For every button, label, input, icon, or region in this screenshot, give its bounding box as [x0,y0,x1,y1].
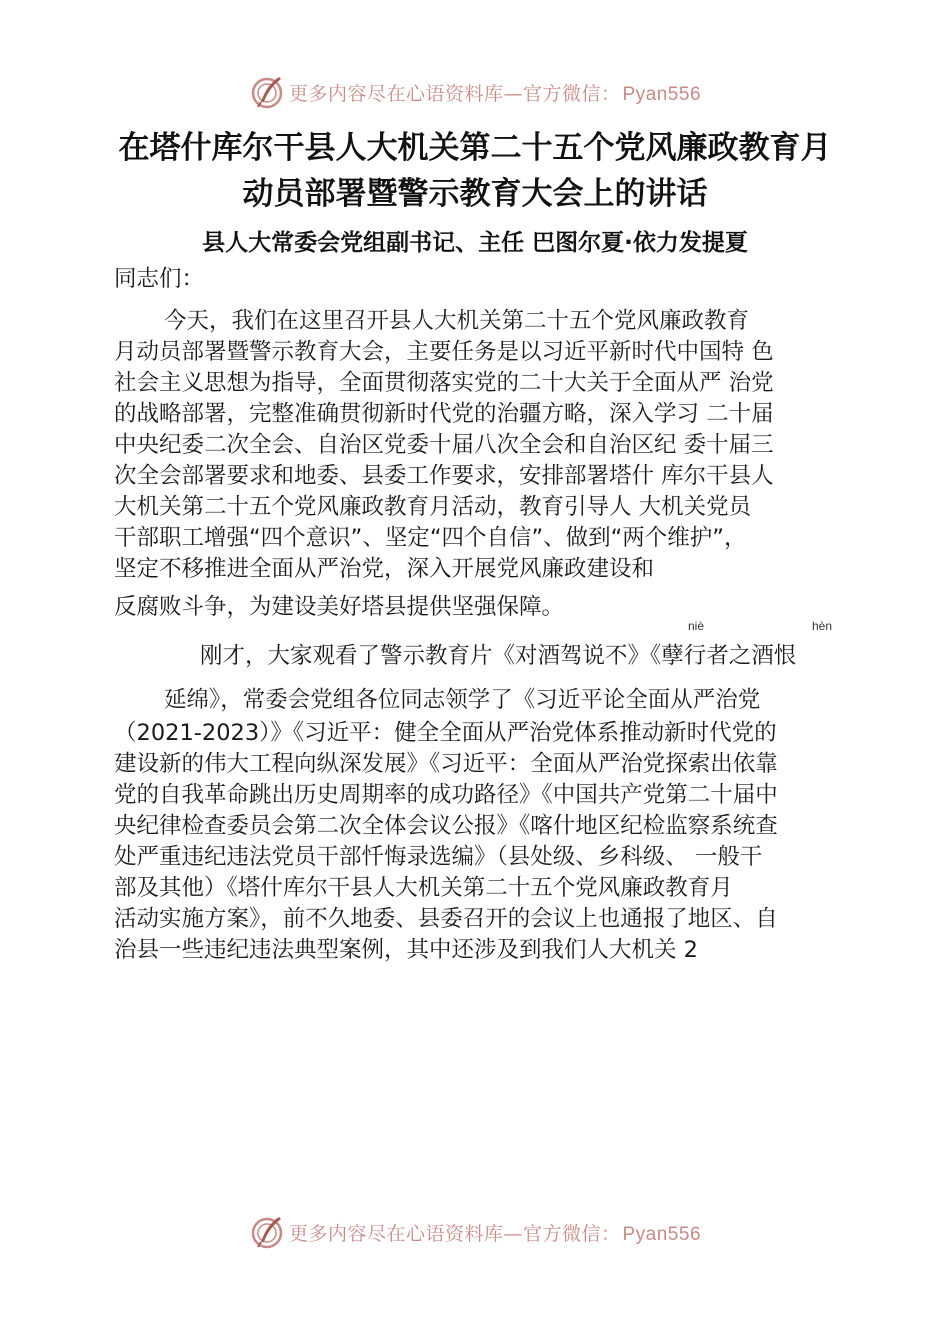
paragraph-1-line: 次全会部署要求和地委、县委工作要求，安排部署塔什 库尔干县人 [114,463,774,489]
paragraph-2-line: 治县一些违纪违法典型案例，其中还涉及到我们人大机关 2 [114,937,698,963]
watermark-text: 更多内容尽在心语资料库—官方微信： Pyan556 [288,1222,702,1245]
pinyin-annotation: niè [688,619,705,633]
paragraph-2-line: （2021-2023）》《习近平：健全全面从严治党体系推动新时代党的 [114,720,777,746]
paragraph-1-line: 月动员部署暨警示教育大会，主要任务是以习近平新时代中国特 色 [114,339,774,365]
quill-logo-icon [249,74,285,110]
paragraph-2-line: 建设新的伟大工程向纵深发展》《习近平：全面从严治党探索出依靠 [114,751,778,777]
paragraph-2-line: 延绵》，常委会党组各位同志领学了《习近平论全面从严治党 [164,687,761,713]
salutation: 同志们： [114,266,205,292]
paragraph-1-line: 社会主义思想为指导，全面贯彻落实党的二十大关于全面从严 治党 [114,370,774,396]
document-title-line-1: 在塔什库尔干县人大机关第二十五个党风廉政教育月 [118,130,832,166]
speaker-byline: 县人大常委会党组副书记、主任 巴图尔夏·依力发提夏 [202,230,748,256]
pinyin-annotation: hèn [812,619,833,633]
paragraph-2-line: 活动实施方案》，前不久地委、县委召开的会议上也通报了地区、自 [114,906,778,932]
watermark-banner-bottom [0,1212,950,1252]
watermark-text: 更多内容尽在心语资料库—官方微信： Pyan556 [288,82,702,105]
paragraph-1-line: 中央纪委二次全会、自治区党委十届八次全会和自治区纪 委十届三 [114,432,774,458]
paragraph-1-line: 坚定不移推进全面从严治党，深入开展党风廉政建设和 [114,556,655,582]
paragraph-1-line: 大机关第二十五个党风廉政教育月活动，教育引导人 大机关党员 [114,494,752,520]
paragraph-2-line: 党的自我革命跳出历史周期率的成功路径》《中国共产党第二十届中 [114,782,778,808]
document-title-line-2: 动员部署暨警示教育大会上的讲话 [242,176,708,212]
paragraph-1-line: 干部职工增强“四个意识”、坚定“四个自信”、做到“两个维护”， [114,525,747,551]
paragraph-2-line: 处严重违纪违法党员干部忏悔录选编》（县处级、乡科级、 一般干 [114,844,763,870]
watermark-banner-top [0,72,950,112]
quill-logo-icon [249,1214,285,1250]
paragraph-2-line: 部及其他）《塔什库尔干县人大机关第二十五个党风廉政教育月 [114,875,733,901]
paragraph-2-line: 刚才，大家观看了警示教育片《对酒驾说不》《孽行者之酒恨 [200,643,797,669]
paragraph-1-line: 今天，我们在这里召开县人大机关第二十五个党风廉政教育 [164,308,750,334]
paragraph-1-line: 的战略部署，完整准确贯彻新时代党的治疆方略，深入学习 二十届 [114,401,774,427]
paragraph-2-line: 央纪律检查委员会第二次全体会议公报》《喀什地区纪检监察系统查 [114,813,778,839]
paragraph-1-line: 反腐败斗争，为建设美好塔县提供坚强保障。 [114,594,565,620]
